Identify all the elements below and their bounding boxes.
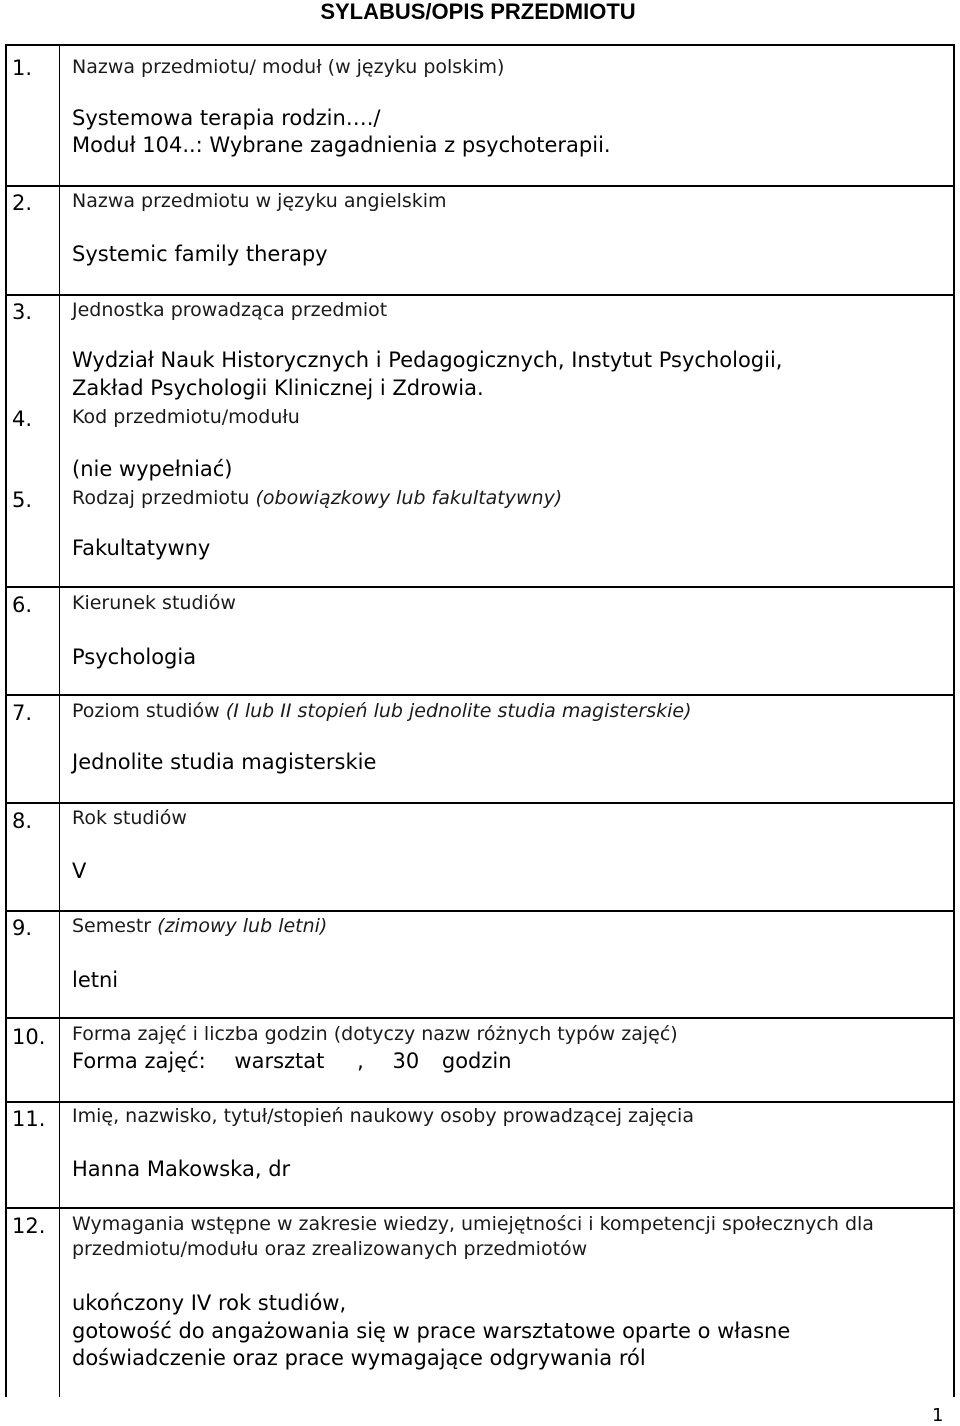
section-label-note: (I lub II stopień lub jednolite studia magisterskie) <box>225 700 692 722</box>
section-value: Hanna Makowska, dr <box>72 1157 291 1181</box>
form-prefix: Forma zajęć: <box>72 1049 206 1073</box>
section-value: Psychologia <box>72 645 197 669</box>
row-divider <box>5 1207 955 1209</box>
section-label: przedmiotu/modułu oraz zrealizowanych przedmiotów <box>72 1238 588 1260</box>
section-label <box>72 699 691 723</box>
section-number: 12. <box>12 1214 46 1238</box>
section-label: Nazwa przedmiotu/ moduł (w języku polskim) <box>72 56 505 78</box>
section-number: 1. <box>12 56 33 80</box>
section-label: Rok studiów <box>72 807 187 829</box>
section-value: Systemic family therapy <box>72 242 328 266</box>
section-value: doświadczenie oraz prace wymagające odgrywania ról <box>72 1346 646 1370</box>
form-separator: , <box>357 1049 364 1073</box>
section-value: Wydział Nauk Historycznych i Pedagogicznych, Instytut Psychologii, <box>72 348 783 372</box>
section-label: Kod przedmiotu/modułu <box>72 406 300 428</box>
row-divider <box>5 1017 955 1019</box>
row-divider <box>5 1101 955 1103</box>
section-value: V <box>72 859 87 883</box>
section-number: 7. <box>12 701 33 725</box>
section-label-note: (zimowy lub letni) <box>157 915 328 937</box>
document-title: SYLABUS/OPIS PRZEDMIOTU <box>320 0 636 24</box>
form-hours-line <box>72 1047 512 1075</box>
section-label-text: Rodzaj przedmiotu <box>72 487 250 509</box>
section-number: 9. <box>12 916 33 940</box>
row-divider <box>5 694 955 696</box>
form-unit: godzin <box>441 1049 512 1073</box>
section-value: Zakład Psychologii Klinicznej i Zdrowia. <box>72 376 484 400</box>
column-divider <box>59 44 60 1397</box>
section-label: Forma zajęć i liczba godzin (dotyczy nazw różnych typów zajęć) <box>72 1023 678 1045</box>
section-label: Imię, nazwisko, tytuł/stopień naukowy osoby prowadzącej zajęcia <box>72 1105 694 1127</box>
section-value: ukończony IV rok studiów, <box>72 1291 347 1315</box>
row-divider <box>5 185 955 187</box>
section-label: Jednostka prowadząca przedmiot <box>72 299 388 321</box>
section-label-note: (obowiązkowy lub fakultatywny) <box>255 487 563 509</box>
form-hours: 30 <box>392 1049 420 1073</box>
section-number: 8. <box>12 809 33 833</box>
section-value: Jednolite studia magisterskie <box>72 750 377 774</box>
section-label: Wymagania wstępne w zakresie wiedzy, umiejętności i kompetencji społecznych dla <box>72 1213 874 1235</box>
section-number: 4. <box>12 407 33 431</box>
row-divider <box>5 910 955 912</box>
section-value: Fakultatywny <box>72 536 211 560</box>
row-divider <box>5 294 955 296</box>
section-value: (nie wypełniać) <box>72 457 233 481</box>
section-number: 10. <box>12 1025 46 1049</box>
form-type: warsztat <box>234 1049 325 1073</box>
section-value: Moduł 104..: Wybrane zagadnienia z psychoterapii. <box>72 133 611 157</box>
section-label <box>72 914 327 938</box>
row-divider <box>5 802 955 804</box>
section-label: Nazwa przedmiotu w języku angielskim <box>72 190 447 212</box>
section-number: 3. <box>12 300 33 324</box>
section-number: 11. <box>12 1107 46 1131</box>
section-value: gotowość do angażowania się w prace warsztatowe oparte o własne <box>72 1319 791 1343</box>
section-label <box>72 486 562 510</box>
section-number: 5. <box>12 488 33 512</box>
row-divider <box>5 586 955 588</box>
section-number: 6. <box>12 593 33 617</box>
section-label: Kierunek studiów <box>72 592 236 614</box>
section-value: letni <box>72 968 119 992</box>
section-label-text: Poziom studiów <box>72 700 220 722</box>
section-label-text: Semestr <box>72 915 152 937</box>
section-value: Systemowa terapia rodzin…./ <box>72 106 381 130</box>
section-number: 2. <box>12 191 33 215</box>
page-number: 1 <box>932 1405 944 1426</box>
